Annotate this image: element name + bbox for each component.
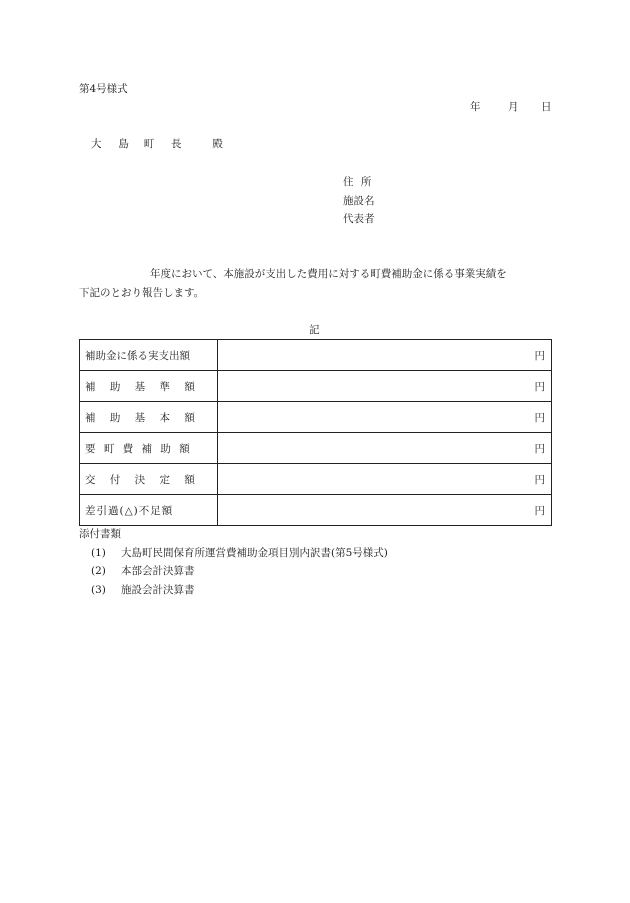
row-label: 差引過(△)不足額 — [80, 495, 218, 526]
section-title: 記 — [309, 324, 320, 336]
attachment-number: (3) — [91, 584, 106, 596]
addressee-char: 島 — [118, 138, 129, 150]
date-month-label: 月 — [508, 101, 519, 113]
addressee-char: 殿 — [212, 138, 223, 150]
row-label: 補 助 基 本 額 — [80, 402, 218, 433]
table-row — [80, 371, 552, 402]
attachment-item — [91, 582, 195, 597]
row-value-unit[interactable]: 円 — [218, 371, 552, 402]
addressee-char: 大 — [91, 138, 102, 150]
body-text-line1: 年度において、本施設が支出した費用に対する町費補助金に係る事業実績を — [150, 268, 507, 280]
attachment-text: 施設会計決算書 — [121, 584, 195, 596]
report-table — [79, 339, 552, 526]
attachment-text: 本部会計決算書 — [121, 565, 195, 577]
date-day-label: 日 — [541, 101, 552, 113]
body-text-line2: 下記のとおり報告します。 — [79, 287, 205, 299]
attachments-title: 添付書類 — [79, 528, 121, 540]
table-row — [80, 433, 552, 464]
row-label: 交 付 決 定 額 — [80, 464, 218, 495]
sender-representative-label: 代表者 — [343, 213, 375, 225]
attachment-number: (1) — [91, 547, 106, 559]
row-label: 補助金に係る実支出額 — [80, 340, 218, 371]
row-value-unit[interactable]: 円 — [218, 340, 552, 371]
row-value-unit[interactable]: 円 — [218, 464, 552, 495]
attachment-text: 大島町民間保育所運営費補助金項目別内訳書(第5号様式) — [121, 547, 388, 559]
row-value-unit[interactable]: 円 — [218, 495, 552, 526]
attachment-number: (2) — [91, 565, 106, 577]
sender-facility-label: 施設名 — [343, 195, 375, 207]
row-value-unit[interactable]: 円 — [218, 402, 552, 433]
date-year-label: 年 — [470, 101, 481, 113]
attachment-item — [91, 545, 388, 560]
row-label: 要 町 費 補 助 額 — [80, 433, 218, 464]
form-number: 第4号様式 — [79, 83, 128, 95]
row-value-unit[interactable]: 円 — [218, 433, 552, 464]
addressee-char: 町 — [143, 138, 155, 150]
addressee-char: 長 — [171, 138, 182, 150]
addressee — [91, 136, 223, 151]
table-row — [80, 495, 552, 526]
table-row — [80, 464, 552, 495]
sender-address-label: 住 所 — [343, 176, 372, 188]
row-label: 補 助 基 準 額 — [80, 371, 218, 402]
attachment-item — [91, 563, 195, 578]
table-row — [80, 402, 552, 433]
table-row — [80, 340, 552, 371]
